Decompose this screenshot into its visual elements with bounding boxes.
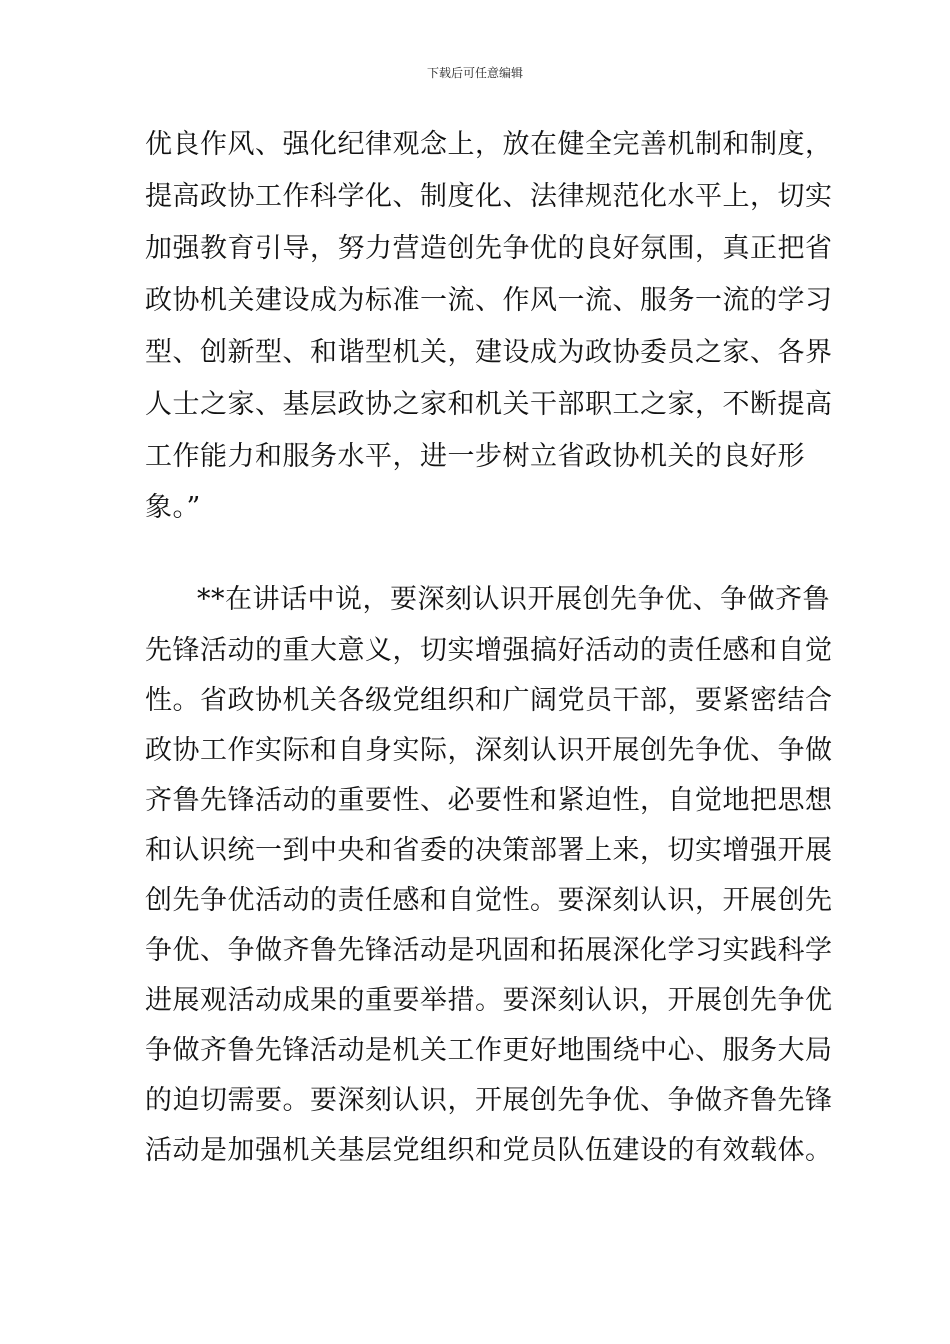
text-line: 型、创新型、和谐型机关，建设成为政协委员之家、各界 xyxy=(145,337,833,368)
text-line: 优良作风、强化纪律观念上，放在健全完善机制和制度， xyxy=(145,129,833,160)
text-line: 政协机关建设成为标准一流、作风一流、服务一流的学习 xyxy=(145,285,833,316)
text-line: 争做齐鲁先锋活动是机关工作更好地围绕中心、服务大局 xyxy=(145,1035,833,1066)
text-line: 齐鲁先锋活动的重要性、必要性和紧迫性，自觉地把思想 xyxy=(145,785,833,816)
text-line: 性。省政协机关各级党组织和广阔党员干部，要紧密结合 xyxy=(145,685,833,716)
text-line: 提高政协工作科学化、制度化、法律规范化水平上，切实 xyxy=(145,181,833,212)
text-line: 先锋活动的重大意义，切实增强搞好活动的责任感和自觉 xyxy=(145,635,833,666)
text-line: 争优、争做齐鲁先锋活动是巩固和拓展深化学习实践科学 xyxy=(145,935,833,966)
text-line: 政协工作实际和自身实际，深刻认识开展创先争优、争做 xyxy=(145,735,833,766)
text-line: 象。” xyxy=(145,492,201,523)
text-line: 创先争优活动的责任感和自觉性。要深刻认识，开展创先 xyxy=(145,885,833,916)
text-line: 工作能力和服务水平，进一步树立省政协机关的良好形 xyxy=(145,441,805,472)
text-line: **在讲话中说，要深刻认识开展创先争优、争做齐鲁 xyxy=(197,584,830,615)
page-header: 下载后可任意编辑 xyxy=(426,66,523,80)
text-line: 活动是加强机关基层党组织和党员队伍建设的有效载体。 xyxy=(145,1135,833,1166)
text-line: 人士之家、基层政协之家和机关干部职工之家，不断提高 xyxy=(145,389,833,420)
text-line: 的迫切需要。要深刻认识，开展创先争优、争做齐鲁先锋 xyxy=(145,1085,833,1116)
text-line: 进展观活动成果的重要举措。要深刻认识，开展创先争优 xyxy=(145,985,833,1016)
text-line: 加强教育引导，努力营造创先争优的良好氛围，真正把省 xyxy=(145,233,833,264)
text-line: 和认识统一到中央和省委的决策部署上来，切实增强开展 xyxy=(145,835,833,866)
